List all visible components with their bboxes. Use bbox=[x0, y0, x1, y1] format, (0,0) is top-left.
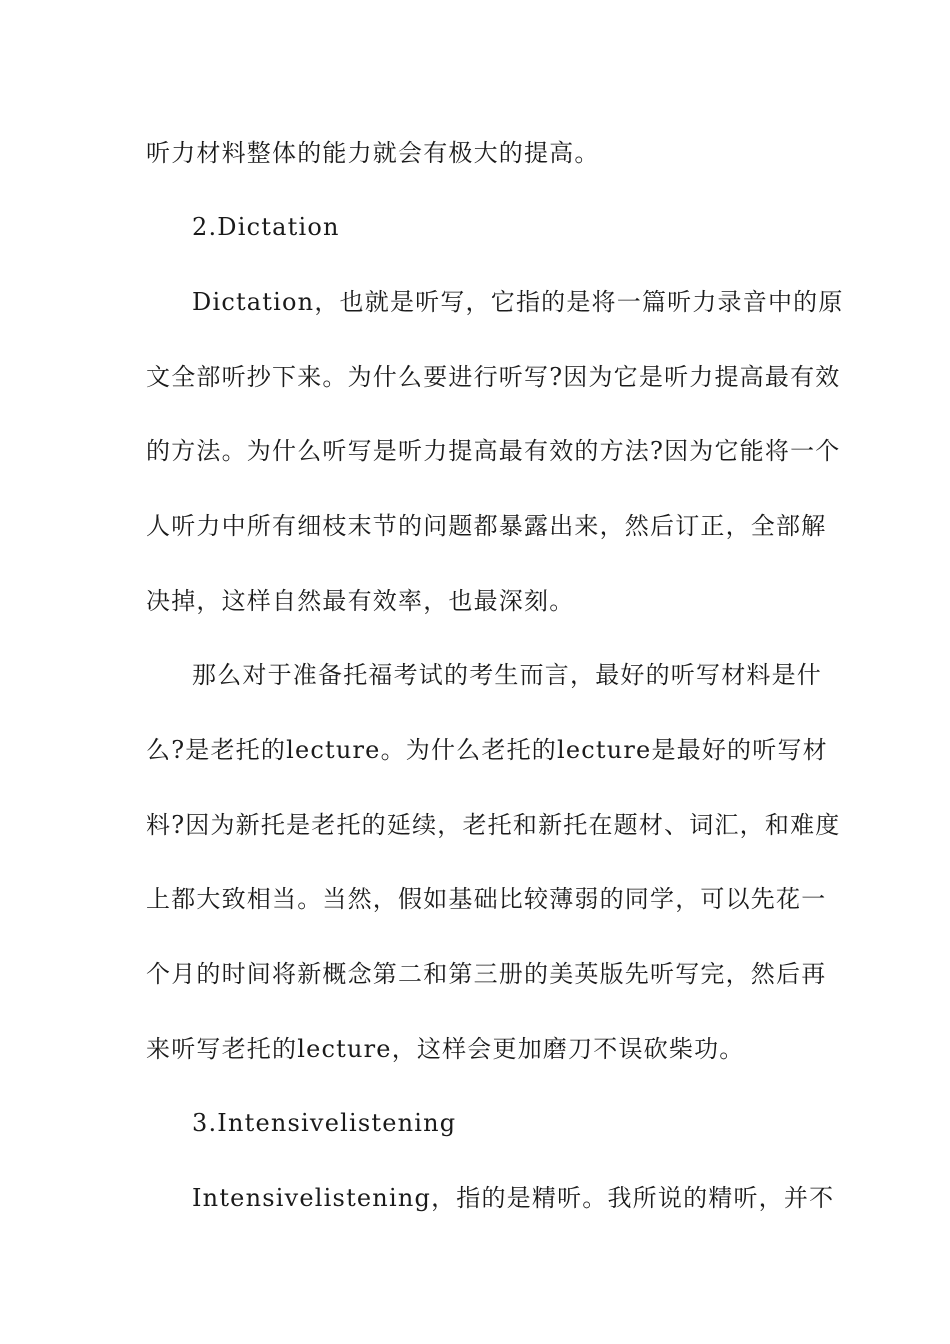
paragraph-line: 来听写老托的lecture，这样会更加磨刀不误砍柴功。 bbox=[146, 1035, 745, 1063]
paragraph-line: 人听力中所有细枝末节的问题都暴露出来，然后订正，全部解 bbox=[146, 512, 827, 540]
paragraph-line: 那么对于准备托福考试的考生而言，最好的听写材料是什 bbox=[192, 661, 822, 689]
paragraph-line: 上都大致相当。当然，假如基础比较薄弱的同学，可以先花一 bbox=[146, 885, 827, 913]
paragraph-line: 的方法。为什么听写是听力提高最有效的方法?因为它能将一个 bbox=[146, 437, 841, 465]
paragraph-line: 料?因为新托是老托的延续，老托和新托在题材、词汇，和难度 bbox=[146, 811, 841, 839]
paragraph-line: 个月的时间将新概念第二和第三册的美英版先听写完，然后再 bbox=[146, 960, 827, 988]
paragraph-line: Dictation，也就是听写，它指的是将一篇听力录音中的原 bbox=[192, 288, 844, 316]
paragraph-line: 文全部听抄下来。为什么要进行听写?因为它是听力提高最有效 bbox=[146, 363, 841, 391]
paragraph-line: 决掉，这样自然最有效率，也最深刻。 bbox=[146, 587, 575, 615]
section-heading: 3.Intensivelistening bbox=[192, 1109, 457, 1137]
paragraph-line: Intensivelistening，指的是精听。我所说的精听，并不 bbox=[192, 1184, 835, 1212]
paragraph-line: 么?是老托的lecture。为什么老托的lecture是最好的听写材 bbox=[146, 736, 828, 764]
paragraph-line: 听力材料整体的能力就会有极大的提高。 bbox=[146, 139, 600, 167]
section-heading: 2.Dictation bbox=[192, 213, 340, 241]
